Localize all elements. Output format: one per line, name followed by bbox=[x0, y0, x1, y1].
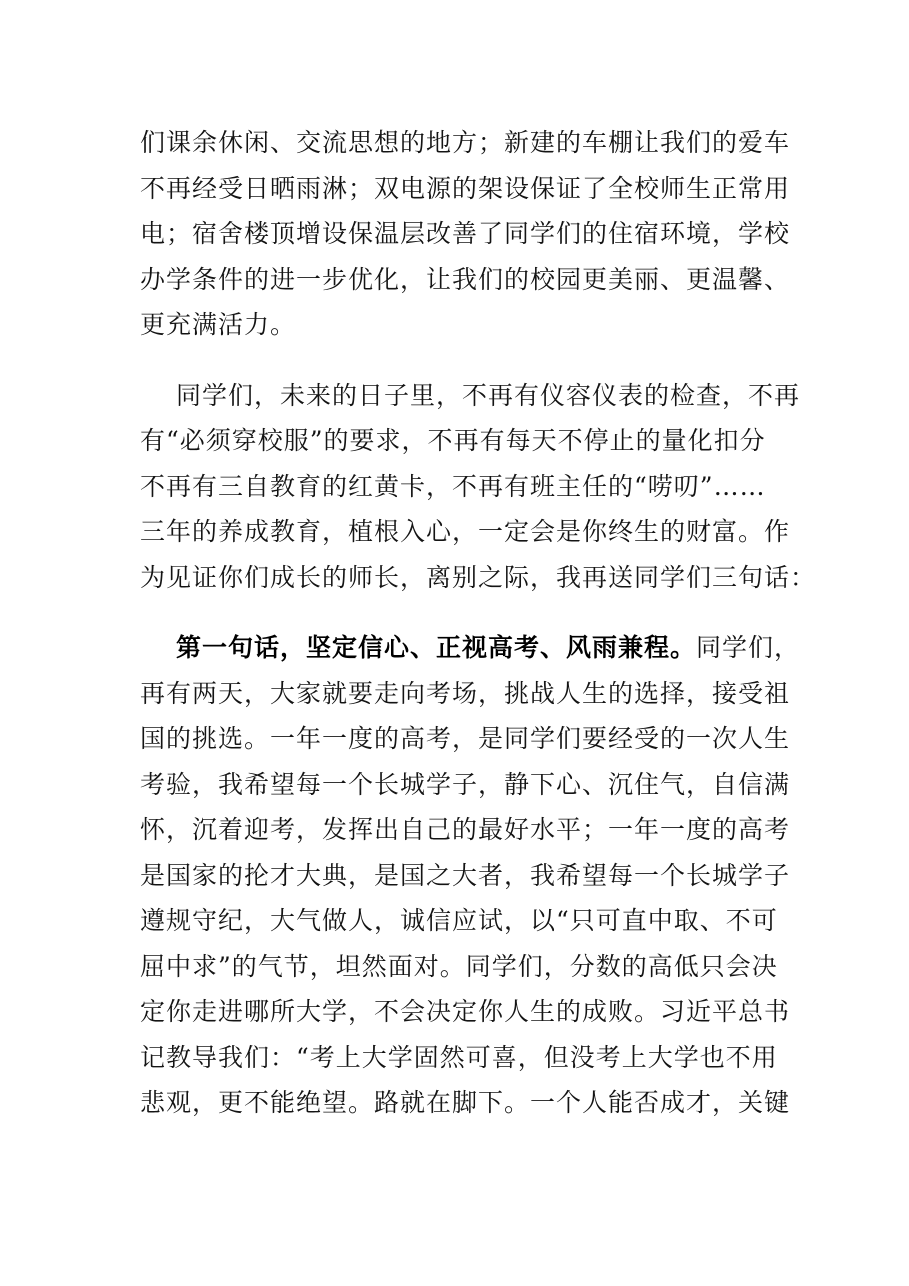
text-line: 屈中求”的气节，坦然面对。同学们，分数的高低只会决 bbox=[140, 951, 778, 981]
text-line: 更充满活力。 bbox=[140, 310, 297, 339]
text-line: 为见证你们成长的师长，离别之际，我再送同学们三句话： bbox=[140, 562, 817, 592]
text-line: 们课余休闲、交流思想的地方；新建的车棚让我们的爱车 bbox=[140, 128, 791, 157]
text-line: 三年的养成教育，植根入心，一定会是你终生的财富。作 bbox=[140, 517, 791, 546]
text-line: 不再经受日晒雨淋；双电源的架设保证了全校师生正常用 bbox=[140, 173, 791, 203]
text-line: 办学条件的进一步优化，让我们的校园更美丽、更温馨、 bbox=[140, 264, 791, 294]
text-line: 记教导我们：“考上大学固然可喜，但没考上大学也不用 bbox=[140, 1042, 778, 1072]
text-line: 国的挑选。一年一度的高考，是同学们要经受的一次人生 bbox=[140, 724, 791, 753]
text-line: 同学们，未来的日子里，不再有仪容仪表的检查，不再 bbox=[176, 380, 801, 410]
text-line bbox=[140, 625, 801, 671]
paragraph-gap bbox=[140, 348, 780, 373]
text-line: 不再有三自教育的红黄卡，不再有班主任的“唠叨”…… bbox=[140, 471, 766, 501]
paragraph-1 bbox=[140, 120, 791, 348]
paragraph-3 bbox=[140, 625, 801, 1126]
document-body bbox=[140, 120, 817, 1126]
text-line: 电；宿舍楼顶增设保温层改善了同学们的住宿环境，学校 bbox=[140, 219, 791, 248]
text-line: 考验，我希望每一个长城学子，静下心、沉住气，自信满 bbox=[140, 769, 791, 799]
paragraph-2 bbox=[140, 373, 817, 601]
text-line: 有“必须穿校服”的要求，不再有每天不停止的量化扣分 bbox=[140, 426, 766, 455]
bold-lead-heading: 第一句话，坚定信心、正视高考、风雨兼程。 bbox=[176, 633, 697, 662]
text-line: 怀，沉着迎考，发挥出自己的最好水平；一年一度的高考 bbox=[140, 815, 791, 844]
text-line: 是国家的抡才大典，是国之大者，我希望每一个长城学子 bbox=[140, 860, 791, 890]
text-line: 悲观，更不能绝望。路就在脚下。一个人能否成才，关键 bbox=[140, 1088, 791, 1117]
text-run: 同学们， bbox=[696, 633, 801, 662]
text-line: 再有两天，大家就要走向考场，挑战人生的选择，接受祖 bbox=[140, 678, 791, 708]
text-line: 遵规守纪，大气做人，诚信应试，以“只可直中取、不可 bbox=[140, 906, 778, 935]
text-line: 定你走进哪所大学，不会决定你人生的成败。习近平总书 bbox=[140, 997, 791, 1026]
paragraph-gap bbox=[140, 600, 780, 625]
